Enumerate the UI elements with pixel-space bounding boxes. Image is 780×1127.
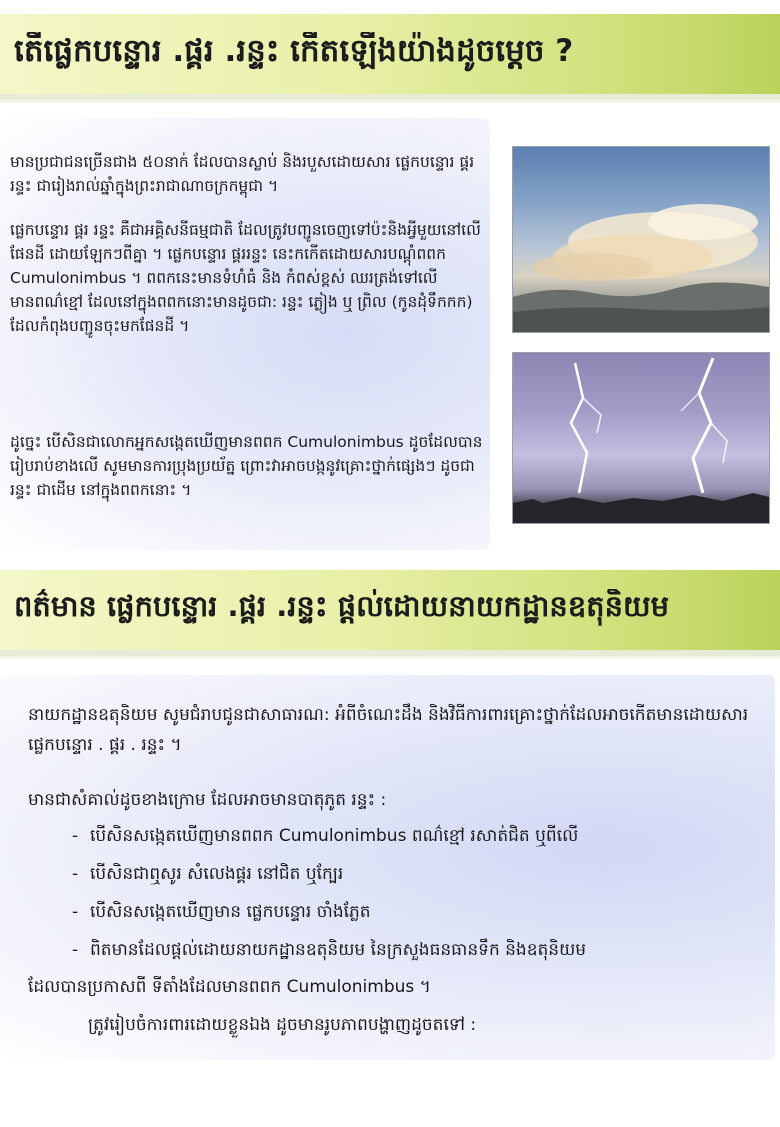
list-item: - បើសិនសង្កេតឃើញមានពពក Cumulonimbus ពណ៌ខ្មៅ រសាត់ជិត ឬពីលើ (72, 826, 579, 846)
paragraph-casualties: មានប្រជាជនច្រើនជាង ៥០នាក់ ដែលបានស្លាប់ និងរបួសដោយសារ ផ្លេកបន្ទោរ ផ្គរ រន្ទះ ជារៀងរាល់ឆ្នាំក្នុងព្រះរាជាណាចក្រកម្ពុជា ។ (10, 153, 475, 195)
paragraph-department-notice: នាយកដ្ឋានឧតុនិយម សូមជំរាបជូនជាសាធារណ: អំពីចំណេះដឹង និងវិធីការពារគ្រោះថ្នាក់ដែលអាចកើតមានដោយសារ ផ្លេកបន្ទោរ . ផ្គរ . រន្ទះ ។ (28, 705, 749, 755)
section-2-heading-bar (0, 570, 780, 656)
list-item: - ពិតមានដែលផ្តល់ដោយនាយកដ្ឋានឧតុនិយម នៃក្រសួងធនធានទឹក និងឧតុនិយម (72, 940, 587, 960)
list-item: - បើសិនសង្កេតឃើញមាន ផ្លេកបន្ទោរ ចាំងភ្លែត (72, 902, 371, 922)
lightning-strike-photo (512, 352, 770, 524)
paragraph-caution: ដូច្នេះ បើសិនជាលោកអ្នកសង្កេតឃើញមានពពក Cumulonimbus ដូចដែលបានរៀបរាប់ខាងលើ សូមមានការប្រុងប្រយ័ត្ន ព្រោះវាអាចបង្កនូវគ្រោះថ្នាក់ផ្សេងៗ ដូចជា រន្ទះ ជាដើម នៅក្នុងពពកនោះ ។ (10, 433, 483, 499)
list-item: - បើសិនជាឮសូរ សំលេងផ្គរ នៅជិត ឬក្បែរ (72, 864, 344, 884)
cloud-illustration (513, 147, 769, 332)
paragraph-announcement: ដែលបានប្រកាសពី ទីតាំងដែលមានពពក Cumulonimbus ។ (28, 977, 431, 997)
warning-signs-list (72, 817, 772, 969)
paragraph-warning-signs-intro: មានជាសំគាល់ដូចខាងក្រោម ដែលអាចមានបាតុភូត រន្ទះ : (28, 790, 387, 810)
section-1-heading: តើផ្លេកបន្ទោរ .ផ្គរ .រន្ទះ កើតឡើងយ៉ាងដូចម្តេច ? (14, 32, 574, 69)
paragraph-closing: ត្រូវរៀបចំការពារដោយខ្លួនឯង ដូចមានរូបភាពបង្ហាញដូចតទៅ : (88, 1015, 477, 1035)
section-2-heading: ពត៌មាន ផ្លេកបន្ទោរ .ផ្គរ .រន្ទះ ផ្តល់ដោយនាយកដ្ឋានឧតុនិយម (14, 589, 670, 623)
paragraph-lightning-explanation: ផ្លេកបន្ទោរ ផ្គរ រន្ទះ គឺជាអគ្គិសនីធម្មជាតិ ដែលត្រូវបញ្ជូនចេញទៅប៉ះនិងអ្វីមួយនៅលើផែនដី ដោយឡែកៗពីគ្នា ។ ផ្លេកបន្ទោរ ផ្គររន្ទះ នេះកកើតដោយសារបណ្តុំពពក Cumulonimbus ។ ពពកនេះមានទំហំធំ និង កំពស់ខ្ពស់ ឈរត្រង់ទៅលើមានពណ៌ខ្មៅ ដែលនៅក្នុងពពកនោះមានដូចជា: រន្ទះ ភ្លៀង ឬ ព្រិល (កូនដុំទឹកកក) ដែលកំពុងបញ្ជូនចុះមកផែនដី ។ (10, 221, 481, 335)
cumulonimbus-cloud-photo (512, 146, 770, 333)
lightning-illustration (513, 353, 769, 523)
section-1-heading-bar (0, 14, 780, 100)
